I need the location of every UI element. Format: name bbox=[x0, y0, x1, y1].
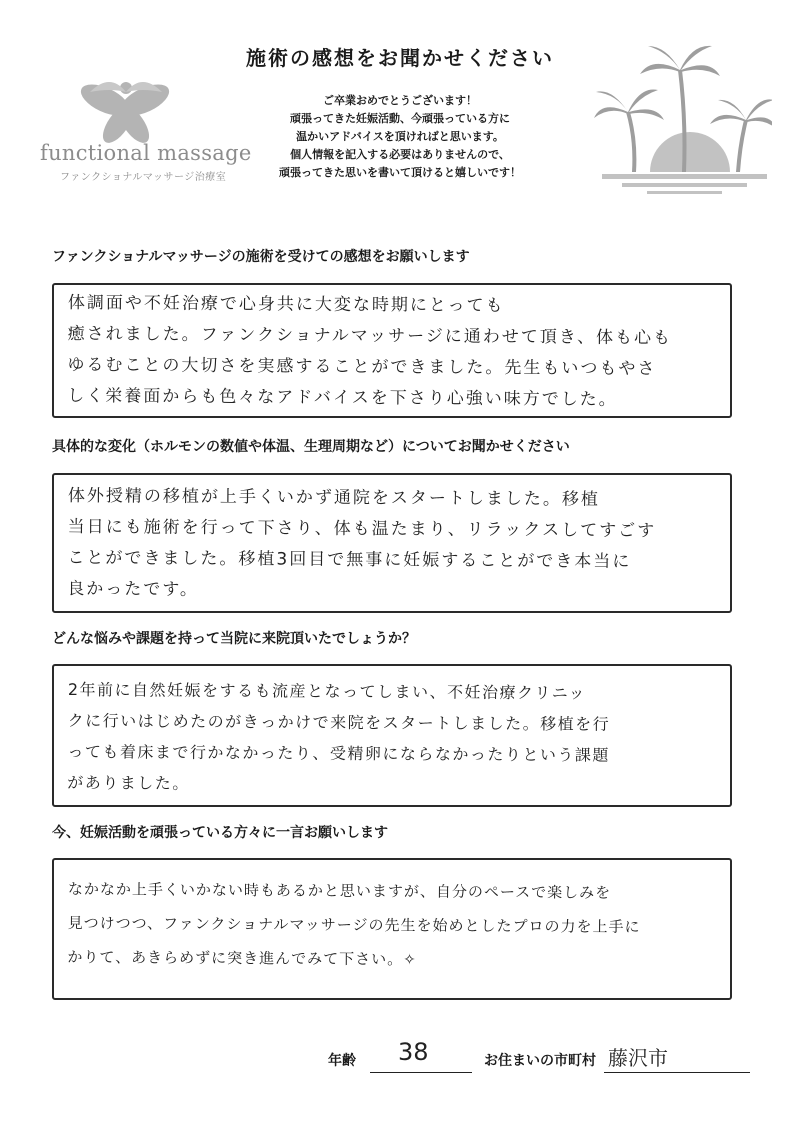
survey-title: 施術の感想をお聞かせください bbox=[246, 46, 554, 70]
age-label: 年齢 bbox=[328, 1053, 356, 1069]
city-value: 藤沢市 bbox=[608, 1046, 668, 1070]
city-underline bbox=[604, 1072, 750, 1073]
answer-line: 見つけつつ、ファンクショナルマッサージの先生を始めとしたプロの力を上手に bbox=[67, 913, 641, 936]
answer-line: クに行いはじめたのがきっかけで来院をスタートしました。移植を行 bbox=[67, 710, 611, 734]
intro-line: 頑張ってきた妊娠活動、今頑張っている方に bbox=[290, 112, 510, 125]
answer-text-2 bbox=[67, 481, 738, 610]
answer-line: 癒されました。ファンクショナルマッサージに通わせて頂き、体も心も bbox=[67, 323, 673, 349]
age-value: 38 bbox=[398, 1038, 429, 1066]
age-underline bbox=[370, 1072, 472, 1073]
answer-text-3 bbox=[67, 674, 738, 803]
answer-line: なかなか上手くいかない時もあるかと思いますが、自分のペースで楽しみを bbox=[67, 879, 612, 902]
answer-text-4 bbox=[67, 872, 738, 979]
answer-line: 体調面や不妊治療で心身共に大変な時期にとっても bbox=[67, 292, 505, 317]
question-4-label: 今、妊娠活動を頑張っている方々に一言お願いします bbox=[52, 825, 388, 841]
question-3-label: どんな悩みや課題を持って当院に来院頂いたでしょうか？ bbox=[52, 631, 416, 647]
question-2-label: 具体的な変化（ホルモンの数値や体温、生理周期など）についてお聞かせください bbox=[52, 439, 570, 455]
footer bbox=[0, 1038, 800, 1084]
intro-line: 温かいアドバイスを頂ければと思います。 bbox=[296, 130, 504, 143]
answer-line: ことができました。移植3回目で無事に妊娠することができ本当に bbox=[67, 547, 632, 572]
logo-name: functional massage bbox=[40, 141, 252, 165]
answer-line: がありました。 bbox=[67, 772, 190, 793]
city-label: お住まいの市町村 bbox=[484, 1053, 596, 1069]
palm-tree-sunset-icon bbox=[592, 40, 772, 200]
intro-line: 個人情報を記入する必要はありませんので、 bbox=[290, 148, 510, 161]
answer-line: かりて、あきらめずに突き進んでみて下さい。✧ bbox=[67, 947, 417, 969]
answer-line: ゆるむことの大切さを実感することができました。先生もいつもやさ bbox=[67, 354, 657, 380]
answer-line: しく栄養面からも色々なアドバイスを下さり心強い味方でした。 bbox=[67, 385, 618, 410]
answer-line: 体外授精の移植が上手くいかず通院をスタートしました。移植 bbox=[67, 485, 600, 510]
answer-line: 当日にも施術を行って下さり、体も温たまり、リラックスしてすごす bbox=[67, 516, 657, 542]
answer-line: 良かったです。 bbox=[67, 578, 199, 600]
answer-text-1 bbox=[67, 288, 738, 417]
intro-text bbox=[250, 92, 550, 182]
answer-line: っても着床まで行かなかったり、受精卵にならなかったりという課題 bbox=[67, 741, 611, 765]
answer-line: 2年前に自然妊娠をするも流産となってしまい、不妊治療クリニッ bbox=[67, 679, 587, 703]
intro-line: 頑張ってきた思いを書いて頂けると嬉しいです！ bbox=[279, 166, 521, 179]
intro-line: ご卒業おめでとうございます！ bbox=[323, 94, 477, 107]
logo-subtitle: ファンクショナルマッサージ治療室 bbox=[60, 172, 227, 183]
question-1-label: ファンクショナルマッサージの施術を受けての感想をお願いします bbox=[52, 249, 470, 265]
